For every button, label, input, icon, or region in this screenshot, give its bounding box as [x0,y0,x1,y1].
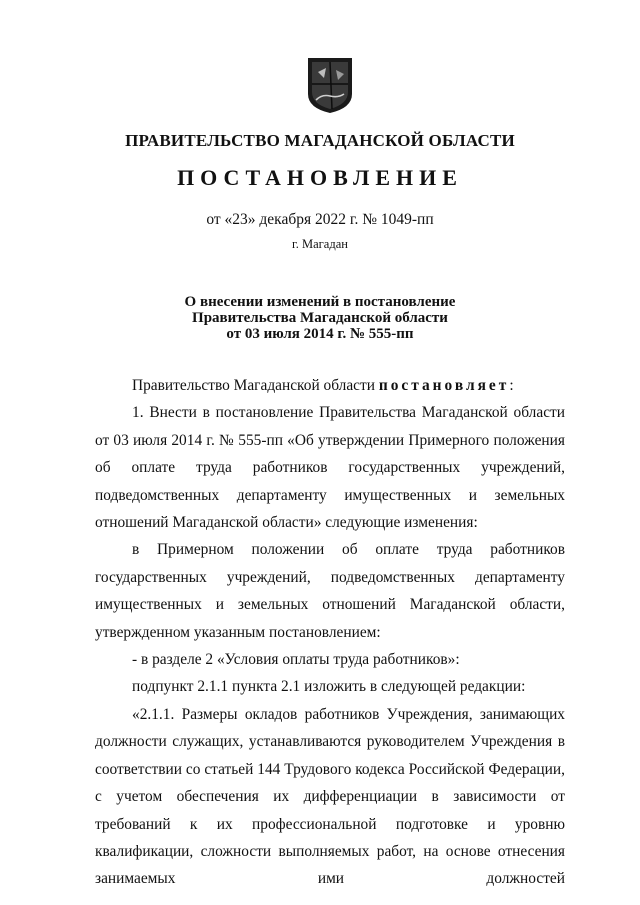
preamble-end: : [509,377,514,394]
city: г. Магадан [292,237,348,251]
preamble [95,372,565,399]
paragraph-section-2: - в разделе 2 «Условия оплаты труда работников»: [132,651,460,669]
paragraph-clause-a: в Примерном положении об оплате труда работников государственных учреждений, подведомственных департаменту имущественных и земельных отношений Магаданской области, утвержденном указанным постановлением: [95,541,565,641]
decree-date-number: от «23» декабря 2022 г. № 1049-пп [206,211,434,228]
subject-line-2: Правительства Магаданской области [192,310,448,326]
paragraph-quote: «2.1.1. Размеры окладов работников Учреждения, занимающих должности служащих, устанавливаются руководителем Учреждения в соответствии со статьей 144 Трудового кодекса Российской Федерации, с учетом обеспечения их дифференциации в зависимости от требований к их профессиональной подготовке и уровню квалификации, сложности выполняемых работ, на основе отнесения занимаемых ими должностей [95,705,565,888]
preamble-verb: постановляет [378,377,510,394]
decree-subject [0,294,640,342]
subject-line-3: от 03 июля 2014 г. № 555-пп [226,326,414,342]
government-name: ПРАВИТЕЛЬСТВО МАГАДАНСКОЙ ОБЛАСТИ [125,131,515,150]
paragraph-subpoint: подпункт 2.1.1 пункта 2.1 изложить в следующей редакции: [132,678,526,696]
paragraph-item-1: 1. Внести в постановление Правительства Магаданской области от 03 июля 2014 г. № 555-пп «Об утверждении Примерного положения об оплате труда работников государственных учреждений, подведомственных департаменту имущественных и земельных отношений Магаданской области» следующие изменения: [95,404,565,532]
coat-of-arms-icon [302,56,358,114]
subject-line-1: О внесении изменений в постановление [184,294,456,310]
decree-body [95,372,565,893]
document-type: ПОСТАНОВЛЕНИЕ [177,165,463,190]
preamble-start: Правительство Магаданской области [132,377,379,394]
